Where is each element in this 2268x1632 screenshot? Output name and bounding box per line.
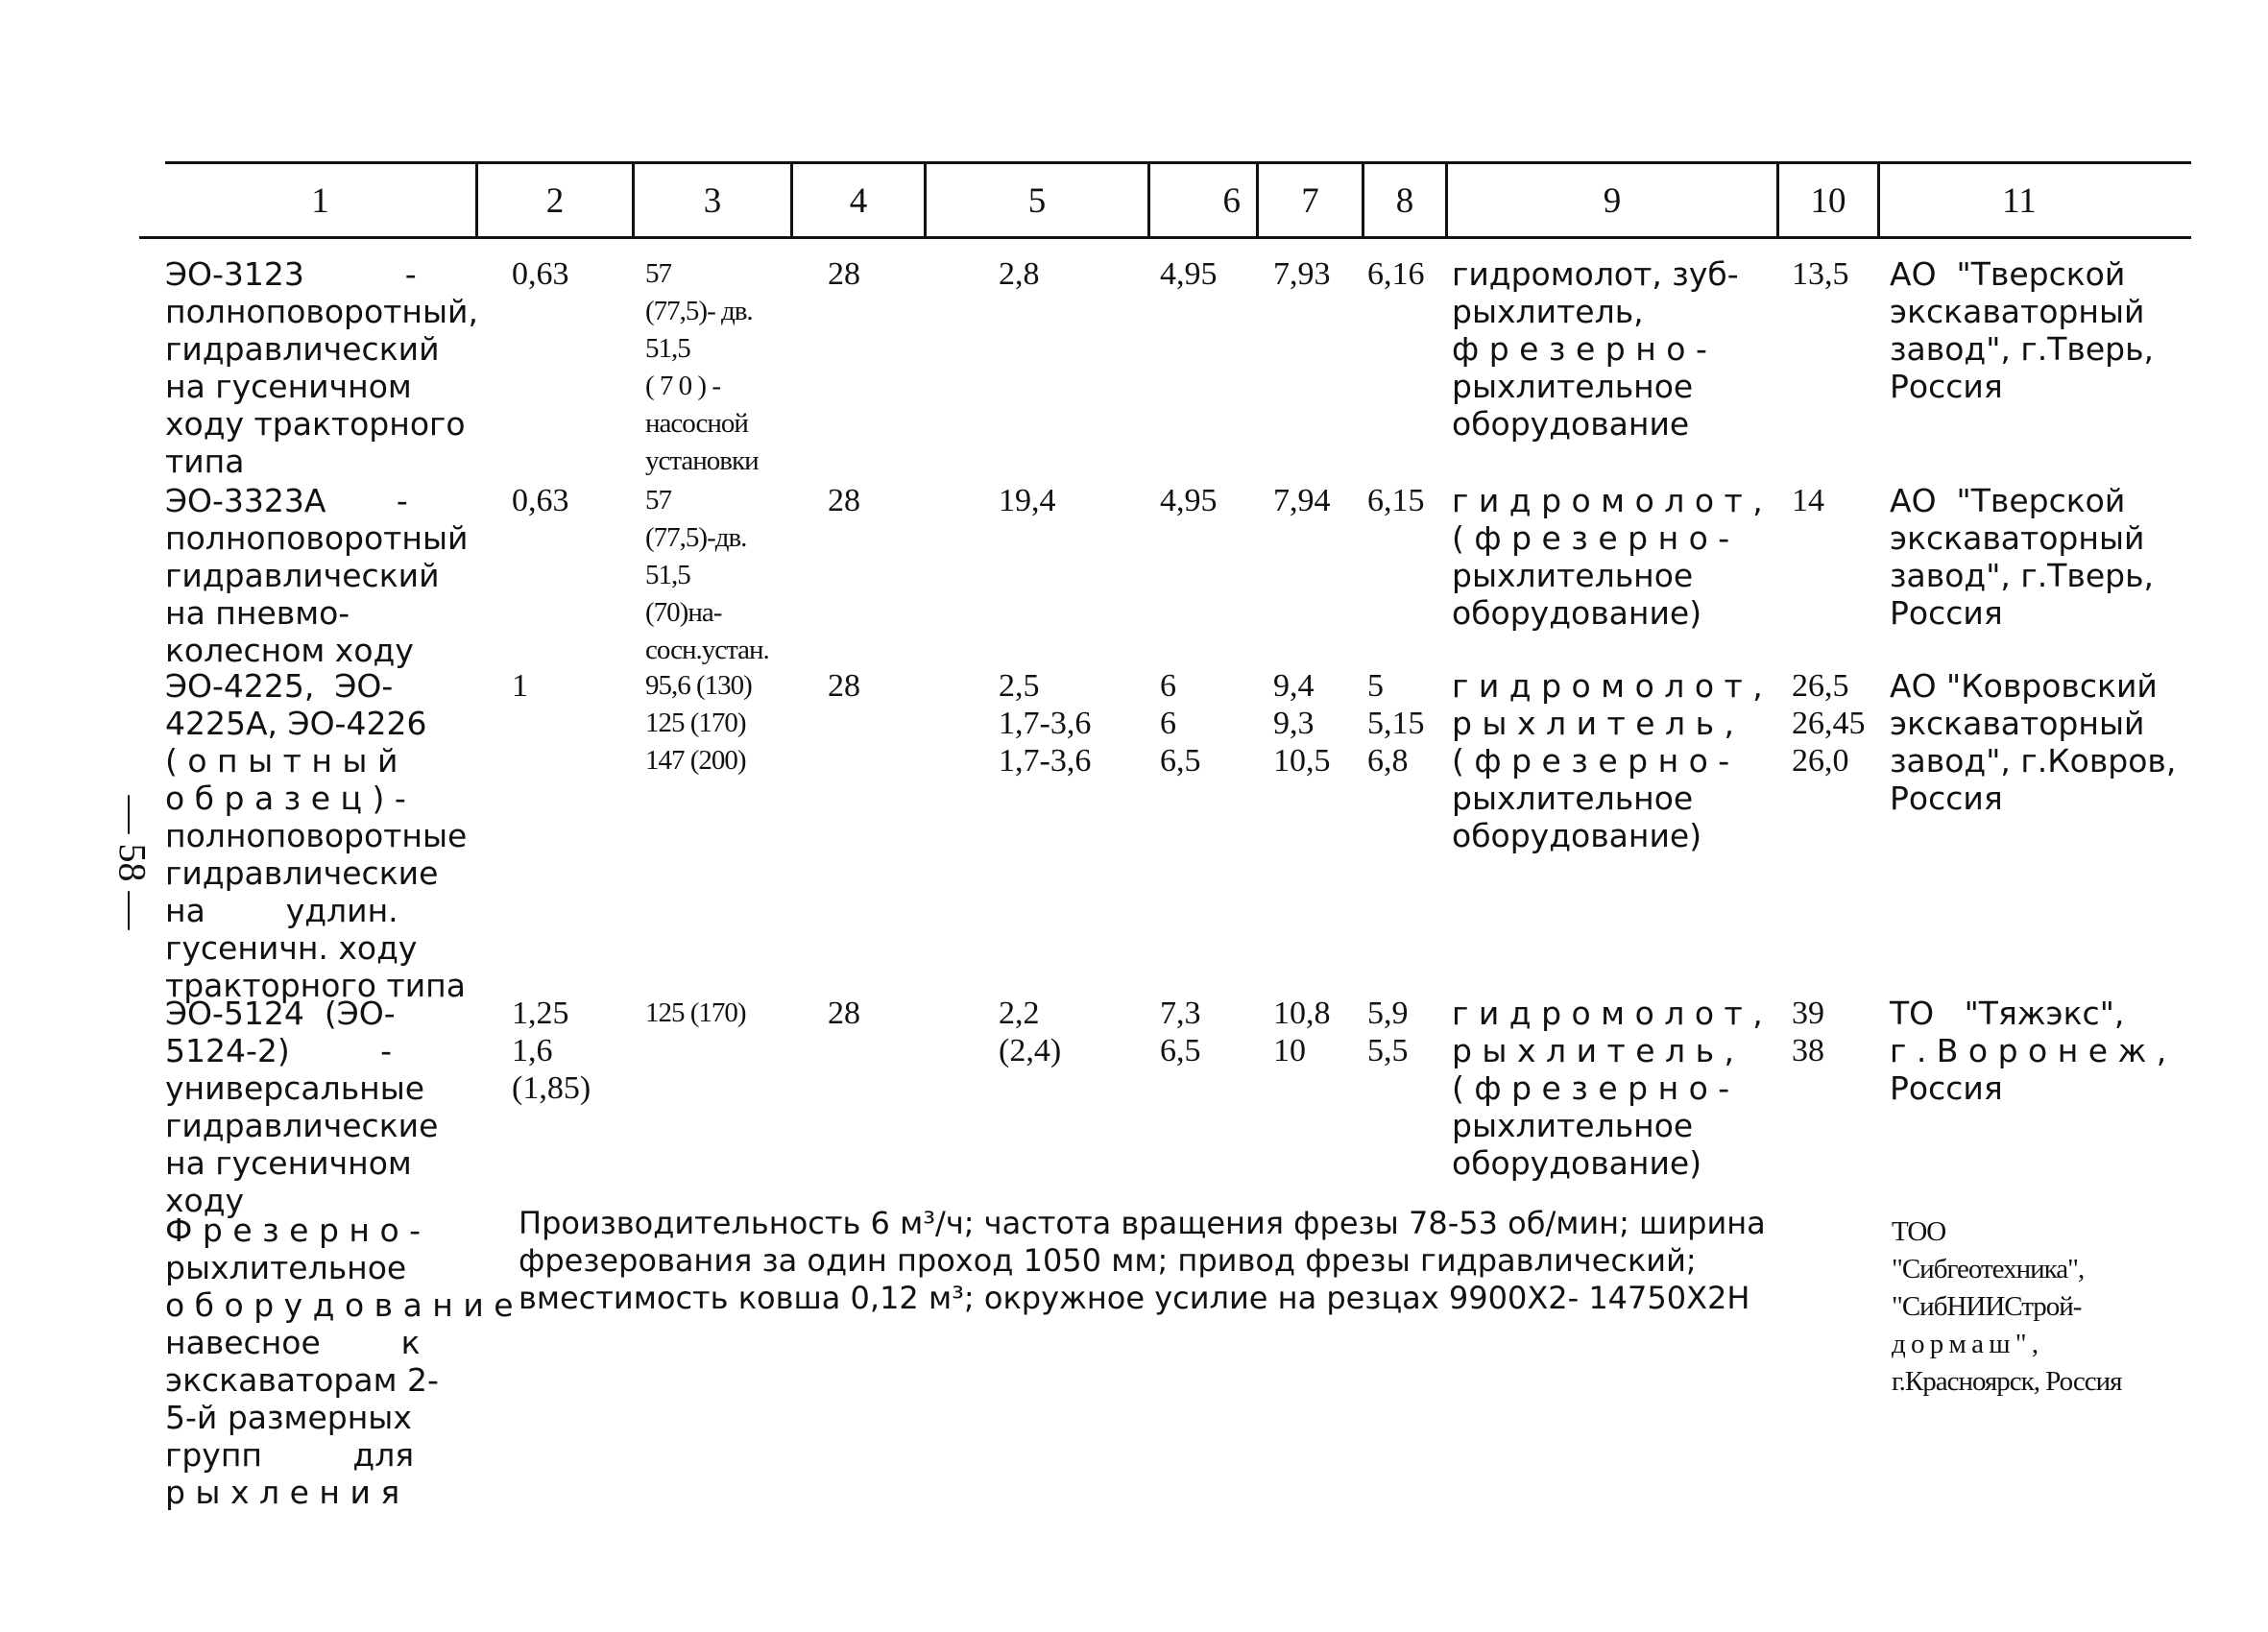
table-row-1-col11: АО "Тверской экскаваторный завод", г.Тверь, Россия <box>1890 482 2155 632</box>
table-row-0-model: ЭО-3123 - полноповоротный, гидравлический на гусеничном ходу тракторного типа <box>165 255 478 480</box>
table-row-1-col6: 4,95 <box>1160 483 1218 518</box>
header-col-2: 2 <box>545 181 565 221</box>
table-row-3-col3: 125 (170) <box>645 997 746 1028</box>
table-row-0-col9: гидромолот, зуб- рыхлитель, ф р е з е р н о - рыхлительное оборудование <box>1452 255 1739 443</box>
table-row-3-col11: ТО "Тяжэкс", г . В о р о н е ж , Россия <box>1890 995 2167 1107</box>
header-col-1: 1 <box>311 181 329 221</box>
table-row-3-col2: 1,25 1,6 (1,85) <box>512 996 591 1106</box>
table-row-2-col8: 5 5,15 6,8 <box>1367 668 1425 779</box>
table-row-2-col10: 26,5 26,45 26,0 <box>1792 668 1866 779</box>
table-row-4-model: Ф р е з е р н о - рыхлительное о б о р у д о в а н и е навесное к экскаваторам 2- 5-й размерных групп для р ы х л е н и я <box>165 1212 514 1511</box>
header-col-5: 5 <box>1027 181 1047 221</box>
table-row-1-col5: 19,4 <box>999 483 1056 518</box>
table-row-2-col5: 2,5 1,7-3,6 1,7-3,6 <box>999 668 1092 779</box>
table-row-2-col11: АО "Ковровский экскаваторный завод", г.Ковров, Россия <box>1890 667 2177 817</box>
table-row-0-col2: 0,63 <box>512 256 569 292</box>
table-row-2-col2: 1 <box>512 668 528 704</box>
table-row-3-model: ЭО-5124 (ЭО- 5124-2) - универсальные гидравлические на гусеничном ходу <box>165 995 439 1219</box>
table-row-3-col9: г и д р о м о л о т , р ы х л и т е л ь , ( ф р е з е р н о - рыхлительное оборудование) <box>1452 995 1763 1182</box>
table-row-1-col3: 57 (77,5)-дв. 51,5 (70)на- сосн.устан. <box>645 485 769 665</box>
table-row-3-col5: 2,2 (2,4) <box>999 996 1062 1068</box>
table-row-3-col4: 28 <box>828 996 860 1031</box>
table-row-0-col6: 4,95 <box>1160 256 1218 292</box>
table-row-4-col11: ТОО "Сибгеотехника", "СибНИИСтрой- д о р м а ш " , г.Красноярск, Россия <box>1892 1216 2122 1397</box>
table-row-0-col11: АО "Тверской экскаваторный завод", г.Тверь, Россия <box>1890 255 2155 405</box>
table-row-1-col7: 7,94 <box>1273 483 1331 518</box>
header-col-8: 8 <box>1395 181 1414 221</box>
header-col-6: 6 <box>1222 181 1241 221</box>
table-row-0-col3: 57 (77,5)- дв. 51,5 ( 7 0 ) - насосной установки <box>645 258 759 476</box>
table-row-2-model: ЭО-4225, ЭО- 4225А, ЭО-4226 ( о п ы т н ы й о б р а з е ц ) - полноповоротные гидравлические на удлин. гусеничн. ходу тракторного типа <box>165 667 468 1004</box>
table-row-1-col8: 6,15 <box>1367 483 1425 518</box>
header-col-4: 4 <box>849 181 868 221</box>
table-row-1-col10: 14 <box>1792 483 1824 518</box>
table-row-2-col3: 95,6 (130) 125 (170) 147 (200) <box>645 670 752 776</box>
table-row-0-col8: 6,16 <box>1367 256 1425 292</box>
table-row-2-col7: 9,4 9,3 10,5 <box>1273 668 1331 779</box>
table-row-0-col4: 28 <box>828 256 860 292</box>
table-row-0-col7: 7,93 <box>1273 256 1331 292</box>
header-col-9: 9 <box>1603 181 1622 221</box>
table-row-0-col10: 13,5 <box>1792 256 1849 292</box>
table-row-1-col9: г и д р о м о л о т , ( ф р е з е р н о - рыхлительное оборудование) <box>1452 482 1763 632</box>
table-row-2-col4: 28 <box>828 668 860 704</box>
header-col-11: 11 <box>2002 181 2037 221</box>
table-row-1-col4: 28 <box>828 483 860 518</box>
table-row-2-col9: г и д р о м о л о т , р ы х л и т е л ь , ( ф р е з е р н о - рыхлительное оборудование) <box>1452 667 1763 854</box>
table-row-1-col2: 0,63 <box>512 483 569 518</box>
table-row-2-col6: 6 6 6,5 <box>1160 668 1201 779</box>
page-number <box>104 787 161 941</box>
header-col-10: 10 <box>1810 181 1846 221</box>
table-row-4-note: Производительность 6 м³/ч; частота вращения фрезы 78-53 об/мин; ширина фрезерования за один проход 1050 мм; привод фрезы гидравлический; вместимость ковша 0,12 м³; окружное усилие на резцах 9900Х2- 14750Х2Н <box>519 1205 1766 1316</box>
table-row-3-col8: 5,9 5,5 <box>1367 996 1409 1068</box>
table-row-3-col10: 39 38 <box>1792 996 1824 1068</box>
table-row-3-col7: 10,8 10 <box>1273 996 1331 1068</box>
table-row-0-col5: 2,8 <box>999 256 1040 292</box>
page-number-text: — 58 — <box>110 795 155 930</box>
table-row-3-col6: 7,3 6,5 <box>1160 996 1201 1068</box>
header-col-7: 7 <box>1301 181 1319 221</box>
header-col-3: 3 <box>703 181 722 221</box>
table-row-1-model: ЭО-3323А - полноповоротный гидравлический на пневмо- колесном ходу <box>165 482 469 669</box>
